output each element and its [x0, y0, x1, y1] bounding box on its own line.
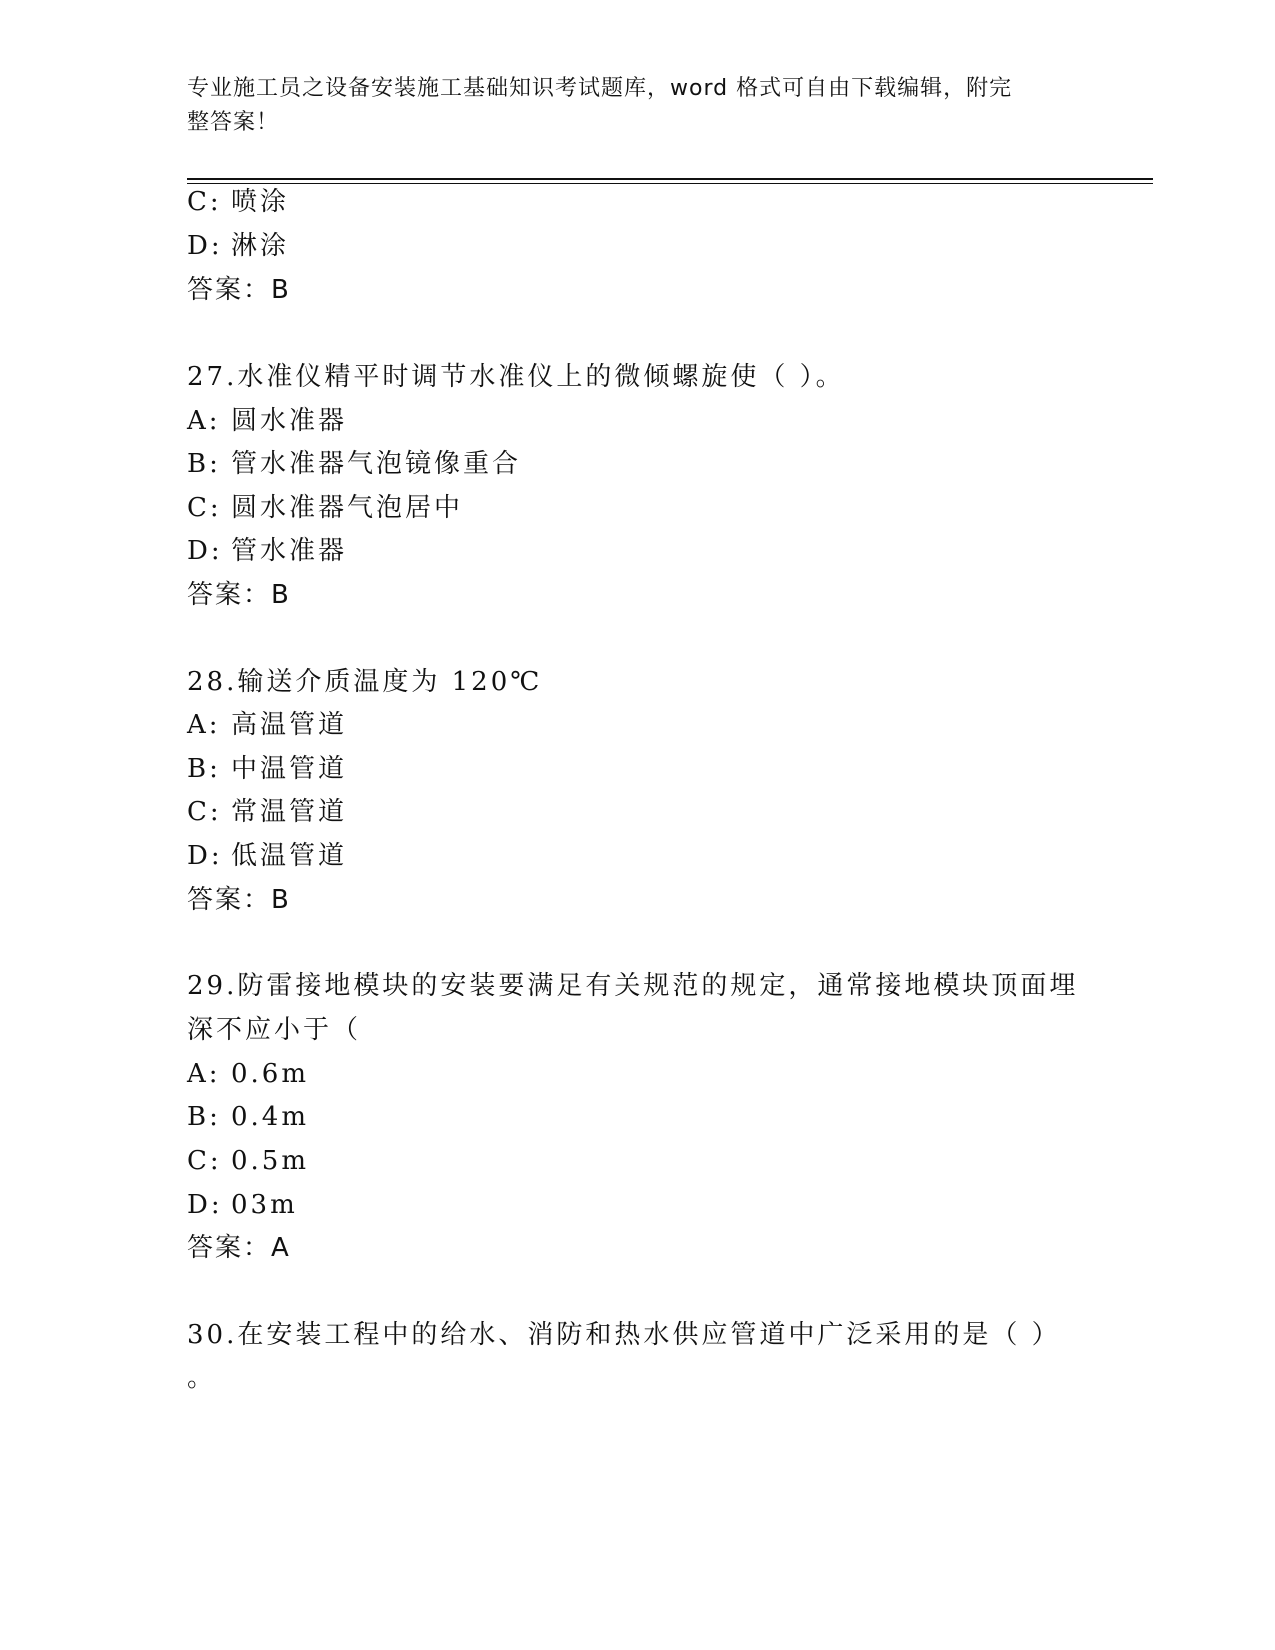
header-divider-thick [187, 178, 1153, 180]
q28-option-b: B: 中温管道 [187, 754, 348, 784]
header-divider-thin [187, 183, 1153, 184]
q27-option-d: D: 管水准器 [187, 536, 348, 566]
q28-option-a: A: 高温管道 [187, 710, 348, 740]
q27-stem: 27.水准仪精平时调节水准仪上的微倾螺旋使（ ）。 [187, 362, 845, 392]
header-line-2: 整答案！ [187, 110, 280, 135]
q29-option-d: D: 03m [187, 1190, 298, 1220]
q26-option-c: C: 喷涂 [187, 187, 290, 217]
q29-option-c: C: 0.5m [187, 1146, 310, 1176]
q29-stem-line-1: 29.防雷接地模块的安装要满足有关规范的规定，通常接地模块顶面埋 [187, 971, 1079, 1001]
q28-stem: 28.输送介质温度为 120℃ [187, 667, 543, 697]
q29-answer: 答案：A [187, 1233, 291, 1263]
q29-option-b: B: 0.4m [187, 1102, 310, 1132]
q28-option-c: C: 常温管道 [187, 797, 348, 827]
q27-option-a: A: 圆水准器 [187, 406, 348, 436]
q30-stem-line-1: 30.在安装工程中的给水、消防和热水供应管道中广泛采用的是（ ） [187, 1320, 1061, 1350]
q27-option-b: B: 管水准器气泡镜像重合 [187, 449, 522, 479]
q27-answer: 答案：B [187, 580, 291, 610]
q28-answer: 答案：B [187, 885, 291, 915]
document-header [187, 72, 1067, 140]
q26-answer: 答案：B [187, 275, 291, 305]
header-line-1: 专业施工员之设备安装施工基础知识考试题库，word 格式可自由下载编辑，附完 [187, 76, 1013, 101]
q29-stem-line-2: 深不应小于（ [187, 1015, 362, 1045]
q30-stem-line-2: 。 [187, 1363, 217, 1393]
q26-option-d: D: 淋涂 [187, 231, 290, 261]
q27-option-c: C: 圆水准器气泡居中 [187, 493, 464, 523]
q29-option-a: A: 0.6m [187, 1059, 310, 1089]
q28-option-d: D: 低温管道 [187, 841, 348, 871]
